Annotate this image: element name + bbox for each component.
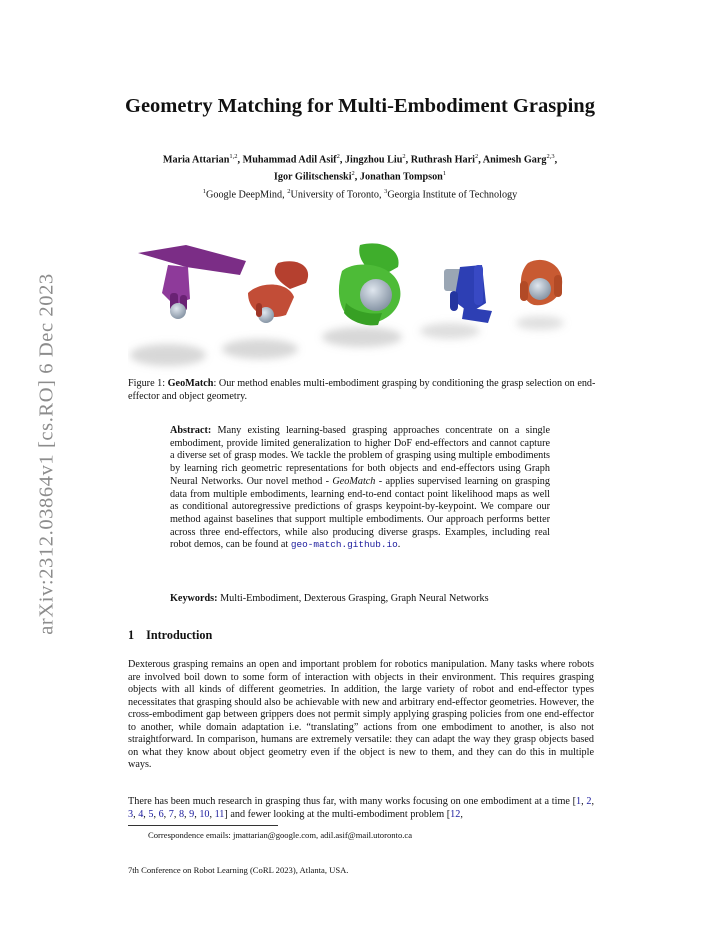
floor-shadows	[130, 316, 564, 366]
author-list	[118, 150, 602, 185]
author-separator: ,	[478, 154, 483, 166]
author-affiliation-mark: 2	[475, 153, 479, 160]
introduction-paragraph-2: There has been much research in grasping thus far, with many works focusing on one embodiment at a time [1, 2, 3, 4, 5, 6, 7, 8, 9, 10, 11] and fewer looking at the multi-embodiment problem [12,	[128, 796, 594, 820]
author-affiliation-mark: 2,3	[546, 153, 555, 160]
affiliation-mark: 1	[202, 188, 207, 195]
author-name: Muhammad Adil Asif	[242, 154, 337, 166]
affiliation-mark: 3	[384, 188, 388, 195]
affiliation-mark: 2	[287, 188, 291, 195]
figure-method-name: GeoMatch	[167, 378, 214, 389]
shadow-orange	[516, 316, 564, 330]
author-name: Animesh Garg	[482, 154, 547, 166]
author-separator: ,	[339, 154, 345, 166]
figure-label: Figure 1:	[128, 378, 168, 389]
correspondence-footnote: Correspondence emails: jmattarian@google.com, adil.asif@mail.utoronto.ca	[148, 830, 413, 840]
author-affiliation-mark: 1	[442, 170, 447, 178]
author-separator: ,	[554, 154, 558, 166]
citation-link[interactable]: 12	[450, 808, 461, 820]
citation-link[interactable]: 7	[168, 808, 174, 820]
project-website-link[interactable]: geo-match.github.io	[290, 539, 398, 551]
citation-link[interactable]: 1	[576, 796, 582, 807]
red-robot-grasp	[248, 261, 308, 323]
blue-robot-grasp	[444, 265, 492, 323]
abstract	[170, 425, 550, 552]
figure-caption	[128, 378, 596, 403]
abstract-text: - applies supervised learning on grasping data from multiple embodiments, learning end-to-end contact point likelihood maps as well as conditional autoregressive predictions of grasps keypoint-by-keypoint. We compare our method against baselines that support multiple embodiments. Our approach performs better across three end-effectors, while also producing diverse grasps. Examples, including real robot demos, can be found at	[170, 475, 550, 551]
citation-link[interactable]: 6	[158, 808, 164, 820]
author-separator: ,	[237, 154, 243, 166]
keywords-text: Multi-Embodiment, Dexterous Grasping, Graph Neural Networks	[217, 593, 489, 604]
citation-link[interactable]: 9	[189, 808, 195, 820]
citation-link[interactable]: 3	[128, 808, 134, 820]
figure-caption-text: : Our method enables multi-embodiment grasping by conditioning the grasp selection on end-effector and object geometry.	[128, 378, 596, 402]
author-name: Jingzhou Liu	[344, 154, 403, 166]
section-heading-introduction	[128, 628, 212, 643]
affiliation-name: University of Toronto	[290, 189, 379, 201]
arxiv-identifier-stamp: arXiv:2312.03864v1 [cs.RO] 6 Dec 2023	[35, 273, 58, 635]
author-affiliation-mark: 2	[351, 170, 355, 178]
citation-link[interactable]: 5	[148, 808, 154, 820]
author-separator: ,	[405, 154, 411, 166]
paper-title: Geometry Matching for Multi-Embodiment Grasping	[125, 95, 595, 117]
author-name: Jonathan Tompson	[359, 171, 443, 183]
author-separator: ,	[354, 171, 360, 183]
affiliation-separator: ,	[378, 189, 385, 201]
section-number: 1	[128, 628, 135, 642]
conference-venue: 7th Conference on Robot Learning (CoRL 2023), Atlanta, USA.	[128, 865, 349, 875]
abstract-method-name: GeoMatch	[332, 475, 376, 487]
author-name: Igor Gilitschenski	[273, 171, 352, 183]
author-name: Ruthrash Hari	[410, 154, 475, 166]
abstract-text-end: .	[397, 539, 401, 551]
section-title: Introduction	[146, 628, 213, 642]
paragraph-text: ,	[460, 808, 463, 820]
author-name: Maria Attarian	[162, 154, 230, 166]
affiliation-list	[0, 188, 720, 200]
paragraph-text: There has been much research in grasping thus far, with many works focusing on one embodiment at a time [	[128, 796, 576, 807]
paragraph-text: ] and fewer looking at the multi-embodiment problem [	[224, 808, 451, 820]
author-affiliation-mark: 2	[402, 153, 406, 160]
orange-robot-grasp	[520, 260, 562, 305]
shadow-blue	[420, 323, 480, 339]
teaser-figure-image	[128, 241, 590, 376]
abstract-label: Abstract:	[170, 425, 212, 436]
citation-link[interactable]: 2	[586, 796, 592, 807]
shadow-red	[222, 339, 298, 359]
abstract-text: Many existing learning-based grasping approaches concentrate on a single embodiment, provide limited generalization to higher DoF end-effectors and cannot capture a diverse set of grasp modes. We tackle the problem of grasping using multiple embodiments by learning rich geometric representations for both objects and end-effectors using Graph Neural Networks. Our novel method -	[170, 425, 550, 487]
shadow-green	[322, 327, 402, 347]
affiliation-name: Georgia Institute of Technology	[387, 189, 518, 201]
green-robot-grasp	[339, 243, 401, 325]
author-affiliation-mark: 1,2	[229, 153, 238, 160]
introduction-paragraph-1: Dexterous grasping remains an open and important problem for robotics manipulation. Many tasks where robots are involved boil down to some form of interaction with objects in their environment. This requires grasping objects with all kinds of different geometries. In addition, the large variety of robot and end-effector types necessitates that grasping should also be achievable with new and arbitrary end-effector geometries. However, the cross-embodiment gap between grippers does not permit simply applying grasping policies from one end-effector to another, while domain adaptation i.e. “translating” actions from one embodiment to another, is also not straightforward. In comparison, humans are extremely versatile: they can adapt the way they grasp objects based on what they know about object geometry even if the object is new to them, and they can do this in multiple ways.	[128, 659, 594, 770]
author-affiliation-mark: 2	[336, 153, 340, 160]
citation-link[interactable]: 11	[214, 808, 225, 820]
footnote-divider	[128, 825, 278, 826]
keywords-label: Keywords:	[170, 593, 218, 604]
shadow-purple	[130, 344, 206, 366]
purple-robot-grasp	[138, 245, 246, 319]
affiliation-separator: ,	[282, 189, 288, 201]
citation-link[interactable]: 8	[178, 808, 185, 820]
keywords	[170, 593, 560, 604]
citation-link[interactable]: 10	[199, 808, 210, 820]
affiliation-name: Google DeepMind	[206, 189, 283, 201]
citation-link[interactable]: 4	[138, 808, 144, 820]
